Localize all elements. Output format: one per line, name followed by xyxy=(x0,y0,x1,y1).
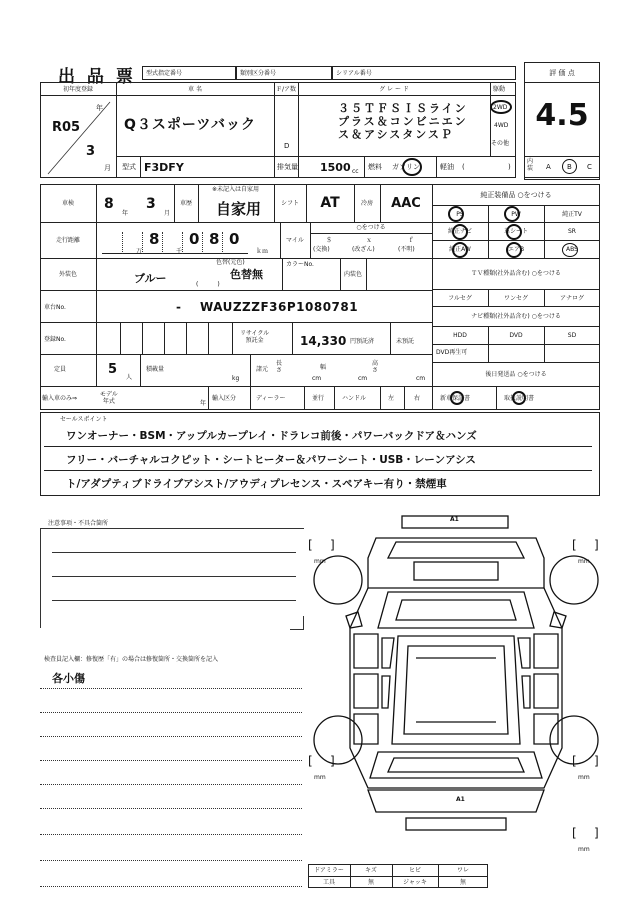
equip-leather-circle xyxy=(506,224,522,240)
inspector-text: 各小傷 xyxy=(52,672,85,685)
drive-4wd: 4WD xyxy=(494,122,509,129)
shift-value: AT xyxy=(320,195,340,211)
equip-pw-circle xyxy=(504,206,520,222)
chassis-label: 車台No. xyxy=(44,304,66,311)
drive-2wd: 2WD xyxy=(493,104,508,111)
model-code-box: 型式指定番号 xyxy=(142,66,236,80)
displacement-value: 1500 xyxy=(320,161,351,174)
equip-aw-circle xyxy=(452,242,468,258)
interior-label: 内装 xyxy=(527,158,534,172)
inspector-label: 検査員記入欄：修復歴「有」の場合は修復箇所・交換箇所を記入 xyxy=(44,656,219,663)
capacity-label: 定員 xyxy=(54,366,67,373)
chassis-value: WAUZZZF36P1080781 xyxy=(200,300,359,314)
tv-title: ＴＶ種類(社外品含む) ○をつける xyxy=(432,258,600,290)
repaint-value: 色替無 xyxy=(230,268,263,281)
inspection-month: 3 xyxy=(146,196,156,212)
first-reg-month: 3 xyxy=(86,144,96,159)
first-reg-label: 初年度登録 xyxy=(62,85,93,93)
later-title: 後日発送品 ○をつける xyxy=(485,370,547,378)
drive-2wd-circle xyxy=(490,100,512,114)
fuel-value: ガソリン xyxy=(392,163,420,171)
equip-abs-circle xyxy=(562,243,578,257)
doors-suffix: D xyxy=(284,142,290,150)
interior-b-circle xyxy=(562,159,577,174)
car-diagram xyxy=(306,508,606,868)
a1-bottom: A1 xyxy=(456,796,465,803)
drive-other: その他 xyxy=(491,140,510,147)
score-label: 評 価 点 xyxy=(525,63,599,83)
sales-line-1: ワンオーナー・BSM・アップルカープレイ・ドラレコ前後・パワーバックドア＆ハンズ xyxy=(66,430,477,442)
ext-color-value: ブルー xyxy=(134,272,167,285)
later-warranty-circle xyxy=(450,391,464,405)
car-name: Q３スポーツバック xyxy=(124,117,257,133)
mileage-digits: 万 千 8 0 8 0 xyxy=(102,228,248,254)
equip-title: 純正装備品 ○をつける xyxy=(432,184,600,206)
drive-label: 駆動 xyxy=(493,86,506,93)
ac-value: AAC xyxy=(391,195,421,211)
equip-ps-circle xyxy=(448,206,464,222)
grade-value: ３５ＴＦＳＩＳライン プラス＆コンビニエン ス＆アシスタンスＰ xyxy=(338,102,468,141)
model-value: F3DFY xyxy=(144,161,184,174)
score-value: 4.5 xyxy=(535,97,589,133)
doors-label: Ｆ/ア数 xyxy=(275,85,297,93)
sheet-title: 出 品 票 xyxy=(58,67,136,87)
inspection-year: 8 xyxy=(104,196,114,212)
fuel-circle xyxy=(402,158,422,176)
first-reg-year: R05 xyxy=(52,120,81,135)
car-name-label: 車 名 xyxy=(188,85,202,93)
recycle-value: 14,330 xyxy=(300,334,347,348)
equip-navi-circle xyxy=(452,224,468,240)
category-box: 類別区分番号 xyxy=(236,66,332,80)
sales-point-label: セールスポイント xyxy=(60,416,108,423)
capacity-value: 5 xyxy=(108,362,118,377)
equip-airbag-circle xyxy=(506,242,522,258)
inspection-label: 車検 xyxy=(61,199,74,207)
a1-top: A1 xyxy=(450,516,459,523)
sales-line-2: フリー・バーチャルコクピット・シートヒーター＆パワーシート・USB・レーンアシス xyxy=(66,454,476,466)
registration-label: 登録No. xyxy=(44,336,66,343)
serial-box: シリアル番号 xyxy=(332,66,516,80)
later-manual-circle xyxy=(512,391,526,405)
caution-bracket xyxy=(40,528,304,628)
import-label: 輸入車のみ⇒ xyxy=(42,395,78,402)
mileage-label: 走行距離 xyxy=(55,236,80,244)
ext-color-label: 外装色 xyxy=(58,270,77,278)
grade-label: グ レ ー ド xyxy=(379,85,409,93)
nav-title: ナビ種類(社外品含む) ○をつける xyxy=(471,312,561,320)
caution-label: 注意事項・不具合箇所 xyxy=(48,520,109,527)
history-value: 自家用 xyxy=(216,200,262,218)
sales-line-3: ト/アダプティブドライブアシスト/アウディプレセンス・スペアキー有り・禁煙車 xyxy=(66,478,447,490)
